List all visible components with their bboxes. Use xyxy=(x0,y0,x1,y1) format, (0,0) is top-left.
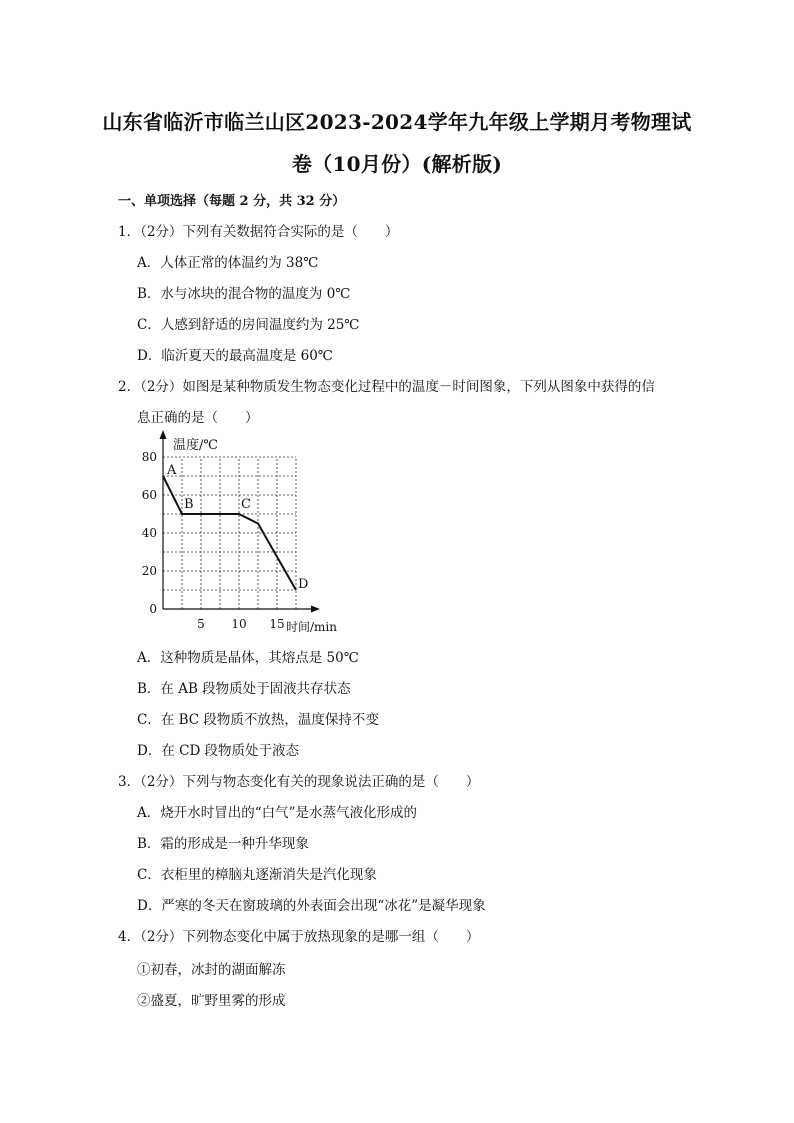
y-axis-label: 温度/℃ xyxy=(173,438,218,453)
point-label-b: B xyxy=(184,497,194,512)
question-3-stem: 3．（2分）下列与物态变化有关的现象说法正确的是（ ） xyxy=(118,774,480,790)
question-1-option-c: C．人感到舒适的房间温度约为 25℃ xyxy=(137,317,360,333)
question-3-option-d: D．严寒的冬天在窗玻璃的外表面会出现“冰花”是凝华现象 xyxy=(137,898,486,914)
question-3-option-a: A．烧开水时冒出的“白气”是水蒸气液化形成的 xyxy=(137,805,418,821)
temperature-time-chart xyxy=(134,430,374,640)
point-label-a: A xyxy=(167,463,177,478)
page-title-line-2: 卷（10月份）(解析版) xyxy=(291,152,503,176)
x-tick-label: 15 xyxy=(269,617,285,631)
question-2-option-c: C．在 BC 段物质不放热，温度保持不变 xyxy=(137,712,379,728)
y-tick-label: 80 xyxy=(141,450,157,464)
section-heading: 一、单项选择（每题 2 分，共 32 分） xyxy=(118,194,346,209)
question-1-option-b: B．水与冰块的混合物的温度为 0℃ xyxy=(137,286,351,302)
y-axis-arrow xyxy=(160,430,167,439)
x-axis-label: 时间/min xyxy=(286,620,337,634)
chart-grid xyxy=(163,457,296,609)
x-tick-label: 10 xyxy=(231,617,247,631)
y-tick-label: 60 xyxy=(141,488,157,502)
y-tick-label: 0 xyxy=(149,602,157,616)
point-label-d: D xyxy=(298,577,309,592)
question-4-stem: 4．（2分）下列物态变化中属于放热现象的是哪一组（ ） xyxy=(118,929,480,945)
question-4-item-1: ①初春，冰封的湖面解冻 xyxy=(137,962,286,978)
question-1-stem: 1．（2分）下列有关数据符合实际的是（ ） xyxy=(118,224,399,240)
question-2-option-d: D．在 CD 段物质处于液态 xyxy=(137,743,300,759)
question-2-stem: 2．（2分）如图是某种物质发生物态变化过程中的温度－时间图象，下列从图象中获得的信 xyxy=(118,379,655,395)
x-axis-arrow xyxy=(311,606,320,613)
x-tick-label: 5 xyxy=(197,617,205,631)
question-1-option-a: A．人体正常的体温约为 38℃ xyxy=(137,255,319,271)
question-2-stem-continued: 息正确的是（ ） xyxy=(137,410,259,426)
question-1-option-d: D．临沂夏天的最高温度是 60℃ xyxy=(137,348,333,364)
question-2-option-a: A．这种物质是晶体，其熔点是 50℃ xyxy=(137,650,359,666)
page-title-line-1: 山东省临沂市临兰山区2023-2024学年九年级上学期月考物理试 xyxy=(102,110,692,134)
y-tick-label: 40 xyxy=(141,526,157,540)
point-label-c: C xyxy=(241,497,251,512)
question-4-item-2: ②盛夏，旷野里雾的形成 xyxy=(137,993,286,1009)
y-tick-label: 20 xyxy=(141,564,157,578)
question-2-option-b: B．在 AB 段物质处于固液共存状态 xyxy=(137,681,351,697)
question-3-option-c: C．衣柜里的樟脑丸逐渐消失是汽化现象 xyxy=(137,867,377,883)
question-3-option-b: B．霜的形成是一种升华现象 xyxy=(137,836,309,852)
